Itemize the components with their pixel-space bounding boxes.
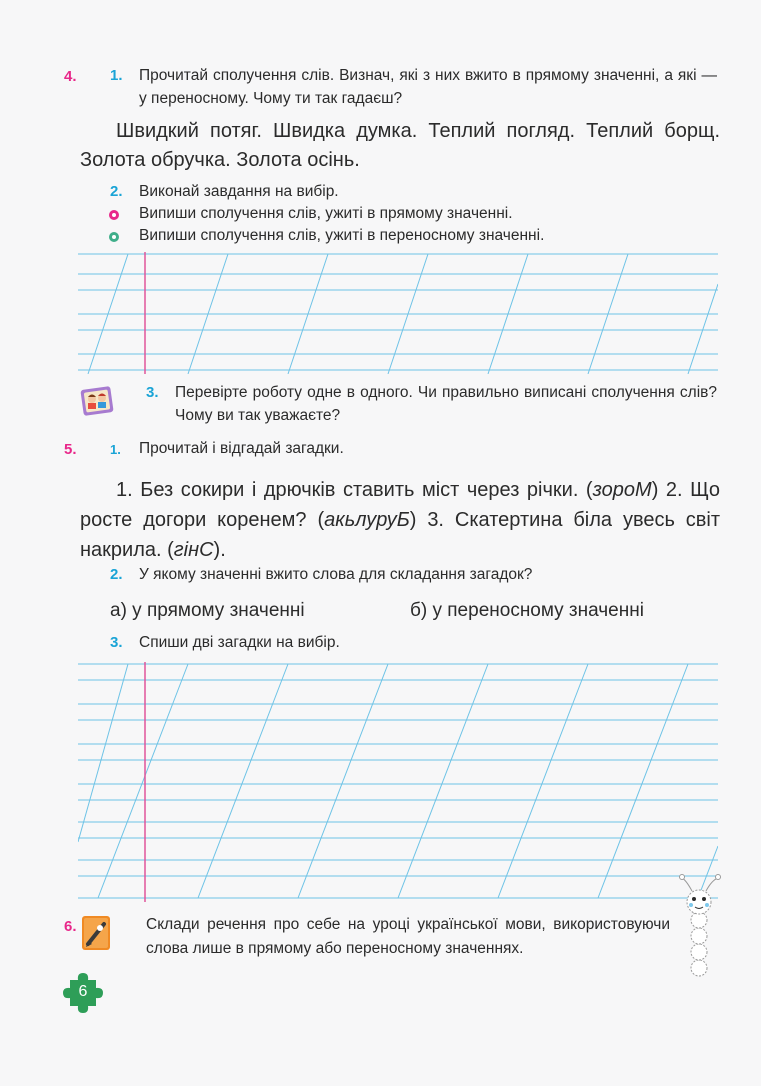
riddle-1-answer: зороМ — [592, 479, 652, 501]
ex4-task2-text: Виконай завдання на вибір. — [139, 183, 339, 200]
ex4-task1-number: 1. — [110, 67, 123, 84]
page-number: 6 — [78, 983, 88, 1000]
riddle-1: 1. Без сокири і дрючків ставить міст через річки. ( — [116, 479, 593, 501]
riddle-1-tail: ) — [651, 479, 666, 501]
pair-work-icon — [80, 385, 114, 417]
green-bullet-icon — [109, 232, 119, 242]
ex5-task3-text: Спиши дві загадки на вибір. — [139, 634, 340, 651]
ex4-phrases: Швидкий потяг. Швидка думка. Теплий погляд. Теплий борщ. Золота обручка. Золота осінь. — [80, 120, 720, 171]
page-number-puzzle — [60, 970, 106, 1014]
ex5-task3-number: 3. — [110, 634, 123, 651]
riddle-2-tail: ) — [409, 509, 428, 531]
ex5-task1-text: Прочитай і відгадай загадки. — [139, 440, 344, 457]
pink-bullet-icon — [109, 210, 119, 220]
ex4-task2-number: 2. — [110, 183, 123, 200]
ex4-task3-text: Перевірте роботу одне в одного. Чи правильно виписані сполучення слів? Чому ви так уважаєте? — [175, 384, 717, 424]
ex4-option-green: Випиши сполучення слів, ужиті в переносному значенні. — [139, 227, 545, 244]
ex5-option-a: а) у прямому значенні — [110, 600, 305, 621]
riddle-3: 3. Скатертина біла увесь світ накрила. ( — [80, 509, 721, 561]
riddle-3-answer: гінС — [173, 539, 214, 561]
exercise-4-number: 4. — [64, 68, 77, 85]
ex6-text: Склади речення про себе на уроці української мови, використовуючи слова лише в прямому або переносному значеннях. — [146, 916, 670, 957]
caterpillar-mascot-icon — [678, 862, 724, 978]
exercise-5-number: 5. — [64, 441, 77, 458]
exercise-6-number: 6. — [64, 918, 77, 935]
ex5-option-b: б) у переносному значенні — [410, 600, 644, 621]
writing-area-2[interactable] — [78, 662, 718, 902]
riddle-2: 2. Що росте догори коренем? ( — [80, 479, 721, 531]
riddle-2-answer: акьлуруБ — [324, 509, 410, 531]
ex5-riddles — [80, 475, 720, 565]
ex4-task3-number: 3. — [146, 384, 159, 401]
pencil-task-icon — [78, 914, 114, 952]
ex4-task1-text: Прочитай сполучення слів. Визнач, які з них вжито в прямому значенні, а які — у переносному. Чому ти так гадаєш? — [139, 67, 717, 107]
ex4-option-pink: Випиши сполучення слів, ужиті в прямому значенні. — [139, 205, 513, 222]
riddle-3-tail: ). — [213, 539, 226, 561]
ex5-task1-number: 1. — [110, 442, 121, 457]
writing-area-1[interactable] — [78, 252, 718, 374]
ex5-task2-text: У якому значенні вжито слова для складання загадок? — [139, 566, 533, 583]
ex5-task2-number: 2. — [110, 566, 123, 583]
